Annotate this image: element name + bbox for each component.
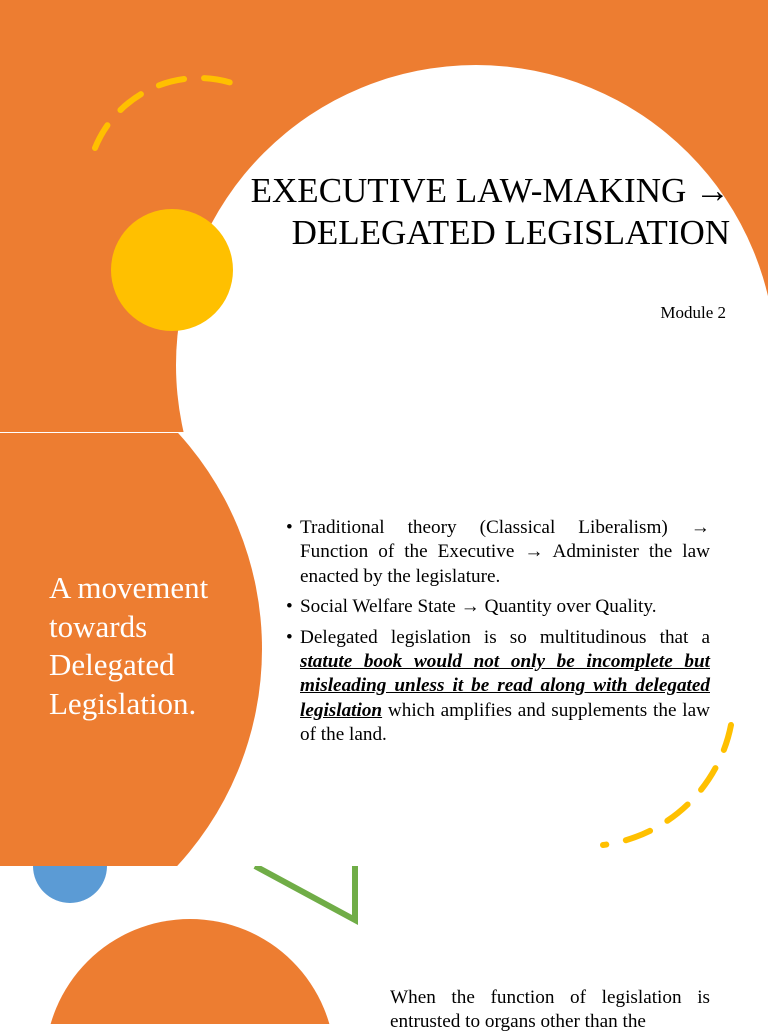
slide-title: EXECUTIVE LAW-MAKING → DELEGATED LEGISLATION	[250, 171, 730, 252]
bullet-text: which amplifies and supplements the law of the land.	[300, 699, 710, 746]
dashed-arc-decoration	[95, 78, 245, 148]
slide-body-text: When the function of legislation is entrusted to organs other than the	[390, 987, 710, 1033]
slide-subtitle: Module 2	[660, 303, 726, 322]
slide-heading: A movement towards Delegated Legislation.	[49, 570, 209, 721]
bullet-list	[286, 516, 710, 754]
bullet-item: • Traditional theory (Classical Liberalism) → Function of the Executive → Administer the law enacted by the legislature.	[286, 516, 710, 589]
blue-circle-shape	[33, 866, 107, 903]
green-triangle-decoration	[255, 866, 355, 920]
bullet-text: Delegated legislation is so multitudinous that a	[300, 626, 710, 648]
orange-circle-shape	[45, 919, 335, 1024]
emphasized-quote: statute book would not only be incomplete but misleading unless it be read along with delegated legislation	[300, 651, 710, 721]
title-slide	[0, 0, 768, 432]
bullet-item: • Social Welfare State → Quantity over Quality.	[286, 595, 710, 619]
bullet-item	[286, 626, 710, 748]
